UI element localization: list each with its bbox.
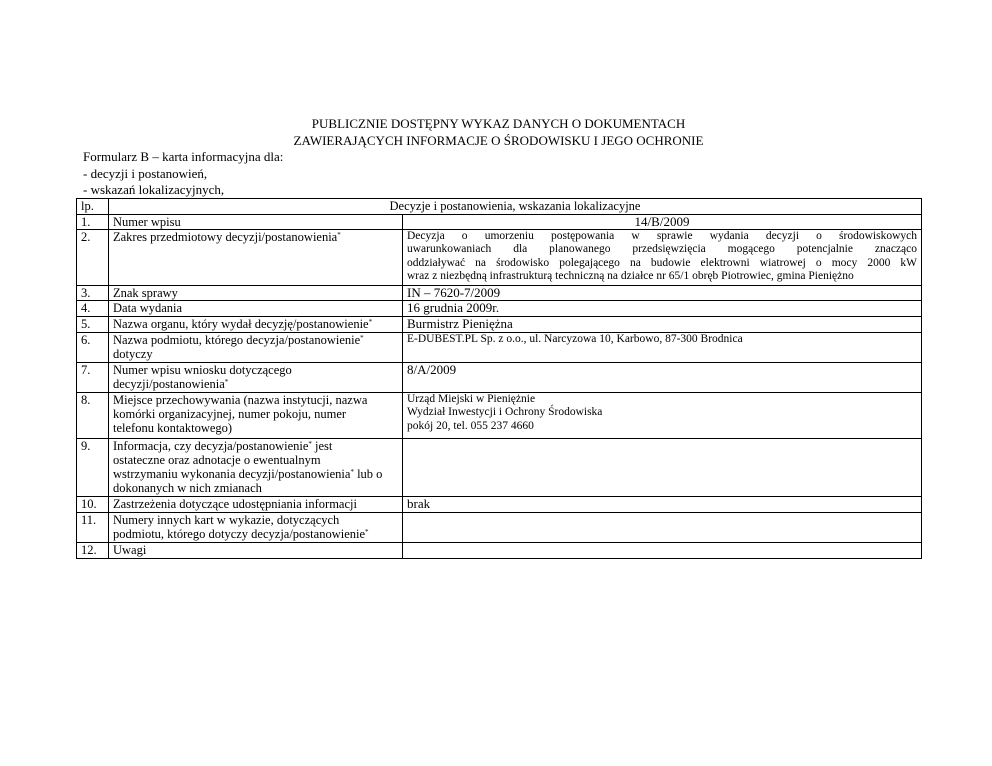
row-label-line: Numery innych kart w wykazie, dotyczących (113, 513, 340, 527)
footnote-mark: * (360, 334, 364, 342)
row-label-text: jest (311, 439, 333, 453)
column-header-lp: lp. (77, 199, 109, 215)
row-label (109, 513, 403, 543)
row-label-line: dotyczy (113, 347, 153, 361)
row-value: 14/B/2009 (403, 215, 922, 230)
row-number: 7. (77, 363, 109, 393)
row-number: 6. (77, 333, 109, 363)
footnote-mark: * (337, 231, 341, 239)
row-label-line: dokonanych w nich zmianach (113, 481, 262, 495)
row-number: 4. (77, 301, 109, 317)
info-card-table (76, 198, 922, 559)
row-label (109, 317, 403, 333)
row-value-line: Wydział Inwestycji i Ochrony Środowiska (407, 406, 603, 419)
row-value: Burmistrz Pieniężna (403, 317, 922, 333)
row-value (403, 393, 922, 439)
row-label: Znak sprawy (109, 286, 403, 301)
row-label: Uwagi (109, 543, 403, 559)
row-label-line: Miejsce przechowywania (nazwa instytucji, nazwa (113, 393, 368, 407)
row-number: 12. (77, 543, 109, 559)
table-row (77, 363, 922, 393)
row-value: IN – 7620-7/2009 (403, 286, 922, 301)
row-label (109, 333, 403, 363)
row-label-line: ostateczne oraz adnotacje o ewentualnym (113, 453, 321, 467)
table-row (77, 230, 922, 286)
row-value-line: Urząd Miejski w Pieniężnie (407, 393, 536, 405)
row-number: 5. (77, 317, 109, 333)
row-value-line: oddziaływać na środowisko polegającego na budowie elektrowni wiatrowej o mocy 2000 kW (407, 256, 917, 269)
row-label-text: lub o (353, 467, 383, 481)
table-row (77, 333, 922, 363)
row-label-line: Numer wpisu wniosku dotyczącego (113, 363, 292, 377)
footnote-mark: * (224, 378, 229, 386)
row-label-line (113, 527, 398, 541)
row-label-line (113, 467, 398, 481)
footnote-mark: * (308, 440, 312, 448)
row-label-text: podmiotu, którego dotyczy decyzja/postanowienie (113, 527, 366, 541)
row-value-line: uwarunkowaniach dla planowanego przedsięwzięcia mogącego potencjalnie znacząco (407, 243, 917, 256)
table-row (77, 286, 922, 301)
column-header-title: Decyzje i postanowienia, wskazania lokalizacyjne (109, 199, 922, 215)
row-number: 10. (77, 497, 109, 513)
row-value (403, 543, 922, 559)
form-intro (83, 149, 283, 199)
row-label-text: Nazwa organu, który wydał decyzję/postanowienie (113, 317, 369, 331)
row-label-text: Informacja, czy decyzja/postanowienie (113, 439, 309, 453)
row-label-line: telefonu kontaktowego) (113, 421, 233, 435)
row-label-line: komórki organizacyjnej, numer pokoju, numer (113, 407, 347, 421)
row-label-text: wstrzymaniu wykonania decyzji/postanowienia (113, 467, 351, 481)
row-value (403, 513, 922, 543)
row-number: 8. (77, 393, 109, 439)
table-row (77, 301, 922, 317)
row-label (109, 393, 403, 439)
table-row (77, 497, 922, 513)
row-number: 1. (77, 215, 109, 230)
row-label-line (113, 439, 398, 453)
table-row (77, 317, 922, 333)
row-label: Zastrzeżenia dotyczące udostępniania informacji (109, 497, 403, 513)
row-value-line: pokój 20, tel. 055 237 4660 (407, 419, 534, 432)
row-number: 3. (77, 286, 109, 301)
row-label-text: Zakres przedmiotowy decyzji/postanowienia (113, 230, 338, 244)
row-number: 11. (77, 513, 109, 543)
row-value: 16 grudnia 2009r. (403, 301, 922, 317)
row-label-line (113, 333, 398, 347)
table-row (77, 543, 922, 559)
row-label (109, 363, 403, 393)
row-value-line: wraz z niezbędną infrastrukturą techniczną na działce nr 65/1 obręb Piotrowiec, gmina Pieniężno (407, 269, 854, 282)
row-label: Data wydania (109, 301, 403, 317)
footnote-mark: * (368, 318, 373, 326)
row-label-line (113, 377, 398, 391)
row-number: 9. (77, 439, 109, 497)
table-row (77, 513, 922, 543)
document-title-line2: ZAWIERAJĄCYCH INFORMACJE O ŚRODOWISKU I JEGO OCHRONIE (293, 133, 704, 148)
row-value (403, 439, 922, 497)
document-title-line1: PUBLICZNIE DOSTĘPNY WYKAZ DANYCH O DOKUMENTACH (311, 116, 686, 131)
row-label (109, 439, 403, 497)
row-value: E-DUBEST.PL Sp. z o.o., ul. Narcyzowa 10, Karbowo, 87-300 Brodnica (403, 333, 922, 363)
row-value: 8/A/2009 (403, 363, 922, 393)
form-intro-line: - wskazań lokalizacyjnych, (83, 182, 225, 197)
footnote-mark: * (365, 528, 369, 536)
row-number: 2. (77, 230, 109, 286)
row-label: Numer wpisu (109, 215, 403, 230)
form-intro-line: Formularz B – karta informacyjna dla: (83, 149, 284, 164)
row-value-line: Decyzja o umorzeniu postępowania w sprawie wydania decyzji o środowiskowych (407, 230, 917, 242)
form-intro-line: - decyzji i postanowień, (83, 165, 208, 181)
row-label-text: decyzji/postanowienia (113, 377, 225, 391)
table-header-row (77, 199, 922, 215)
footnote-mark: * (350, 468, 354, 476)
table-row (77, 439, 922, 497)
table-row (77, 215, 922, 230)
row-label-text: Nazwa podmiotu, którego decyzja/postanowienie (113, 333, 361, 347)
table-row (77, 393, 922, 439)
row-label (109, 230, 403, 286)
row-value: brak (403, 497, 922, 513)
row-value (403, 230, 922, 286)
